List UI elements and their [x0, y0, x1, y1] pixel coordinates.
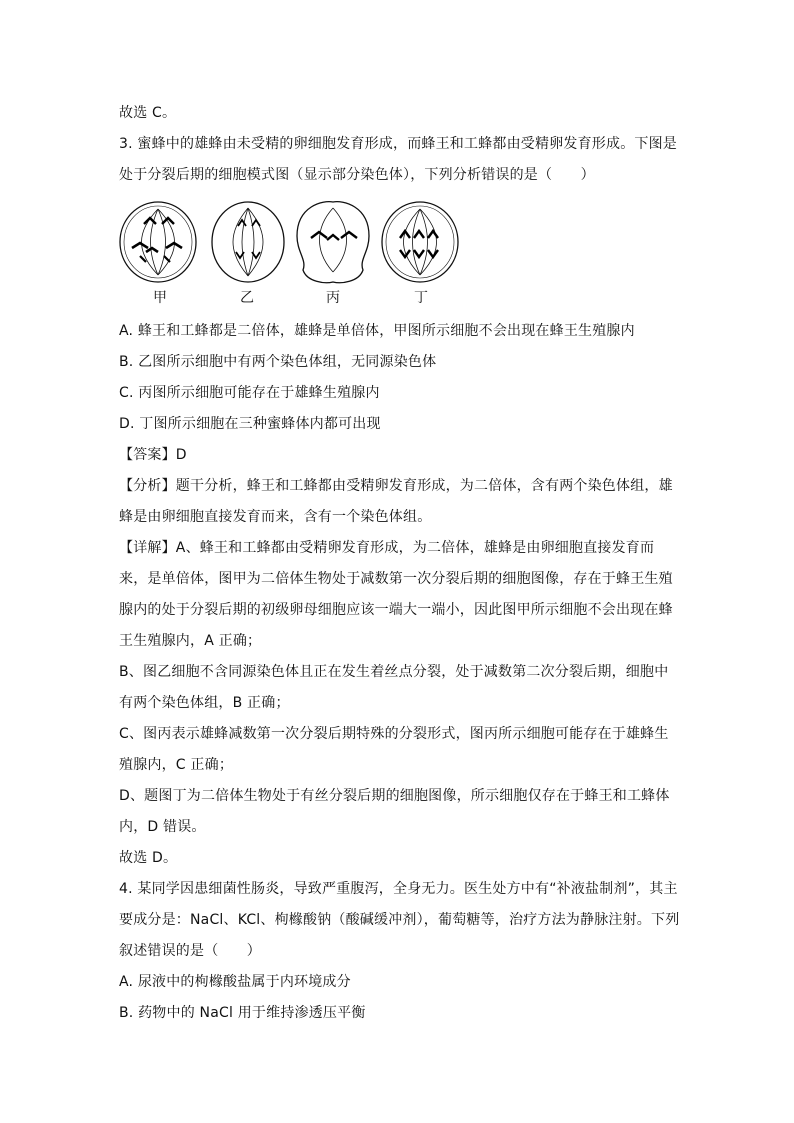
- detail-line-8: 殖腺内，C 正确；: [119, 757, 234, 773]
- detail-line-3: 腺内的处于分裂后期的初级卵母细胞应该一端大一端小，因此图甲所示细胞不会出现在蜂: [119, 602, 673, 618]
- cell-yi: [212, 202, 284, 282]
- question-4-option-b: B. 药物中的 NaCl 用于维持渗透压平衡: [119, 1005, 366, 1021]
- question-3-option-c: C. 丙图所示细胞可能存在于雄蜂生殖腺内: [119, 385, 380, 401]
- detail-line-10: 内，D 错误。: [119, 819, 206, 835]
- figure-label-yi: 乙: [240, 290, 254, 306]
- analysis-line-2: 蜂是由卵细胞直接发育而来，含有一个染色体组。: [119, 509, 432, 525]
- detail-line-5: B、图乙细胞不含同源染色体且正在发生着丝点分裂，处于减数第二次分裂后期，细胞中: [119, 664, 669, 680]
- question-3-option-b: B. 乙图所示细胞中有两个染色体组，无同源染色体: [119, 354, 437, 370]
- cell-ding: [382, 202, 458, 282]
- question-4-stem-line-1: 4. 某同学因患细菌性肠炎，导致严重腹泻，全身无力。医生处方中有“补液盐制剂”，其主: [119, 881, 678, 897]
- figure-label-jia: 甲: [153, 290, 167, 306]
- detail-line-2: 来，是单倍体，图甲为二倍体生物处于减数第一次分裂后期的细胞图像，存在于蜂王生殖: [119, 571, 673, 587]
- conclusion-line: 故选 D。: [119, 850, 178, 866]
- question-4-stem-line-2: 要成分是：NaCl、KCl、枸橼酸钠（酸碱缓冲剂），葡萄糖等，治疗方法为静脉注射。下列: [119, 912, 680, 928]
- detail-line-1: 【详解】A、蜂王和工蜂都由受精卵发育形成，为二倍体，雄蜂是由卵细胞直接发育而: [119, 540, 655, 556]
- detail-line-9: D、题图丁为二倍体生物处于有丝分裂后期的细胞图像，所示细胞仅存在于蜂王和工蜂体: [119, 788, 670, 804]
- detail-line-4: 王生殖腺内，A 正确；: [119, 633, 262, 649]
- text-line: 故选 C。: [119, 105, 177, 121]
- question-3-stem-line-1: 3. 蜜蜂中的雄蜂由未受精的卵细胞发育形成，而蜂王和工蜂都由受精卵发育形成。下图是: [119, 136, 678, 152]
- answer-label: 【答案】D: [119, 447, 187, 463]
- analysis-line-1: 【分析】题干分析，蜂王和工蜂都由受精卵发育形成，为二倍体，含有两个染色体组，雄: [119, 478, 673, 494]
- figure-label-bing: 丙: [326, 290, 340, 306]
- cell-bing: [297, 202, 369, 283]
- question-3-stem-line-2: 处于分裂后期的细胞模式图（显示部分染色体），下列分析错误的是（ ）: [119, 167, 595, 183]
- question-4-option-a: A. 尿液中的枸橼酸盐属于内环境成分: [119, 974, 351, 990]
- question-3-option-a: A. 蜂王和工蜂都是二倍体，雄蜂是单倍体，甲图所示细胞不会出现在蜂王生殖腺内: [119, 323, 635, 339]
- question-3-option-d: D. 丁图所示细胞在三种蜜蜂体内都可出现: [119, 416, 381, 432]
- question-4-stem-line-3: 叙述错误的是（ ）: [119, 943, 261, 959]
- cell-jia: [120, 202, 196, 282]
- detail-line-7: C、图丙表示雄蜂减数第一次分裂后期特殊的分裂形式，图丙所示细胞可能存在于雄蜂生: [119, 726, 669, 742]
- figure-label-ding: 丁: [414, 290, 428, 306]
- detail-line-6: 有两个染色体组，B 正确；: [119, 695, 290, 711]
